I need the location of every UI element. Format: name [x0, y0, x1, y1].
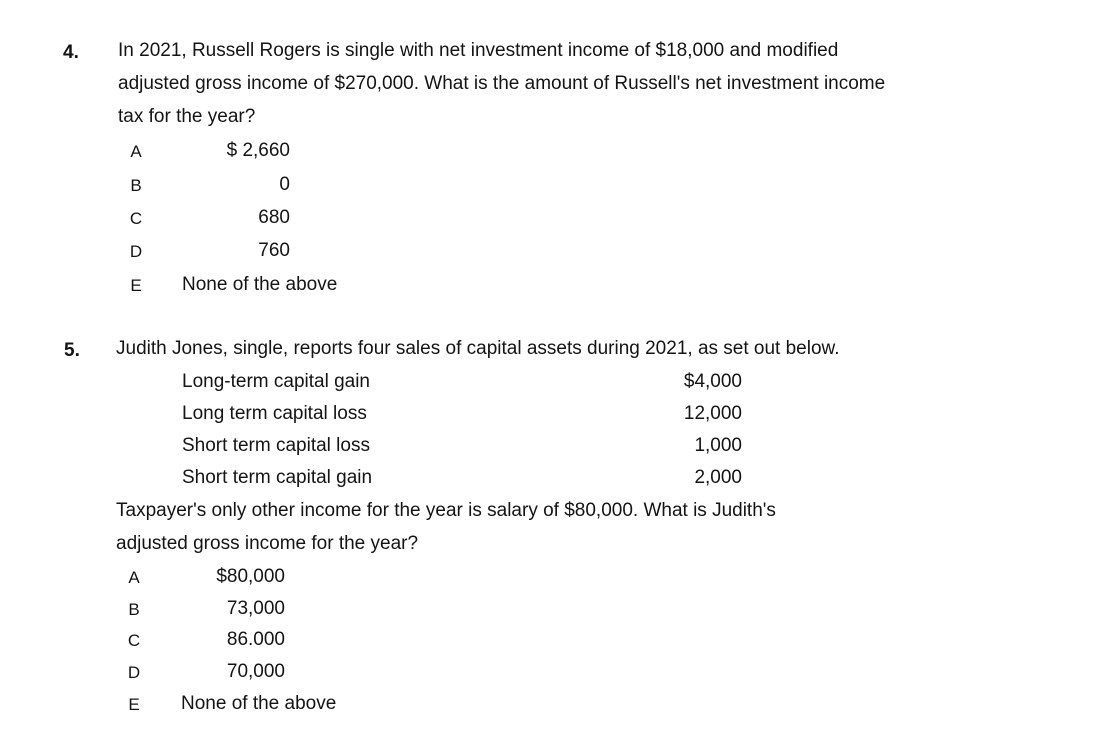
- option-letter: C: [129, 209, 143, 228]
- question-number: 4.: [63, 42, 79, 63]
- question-text-line: adjusted gross income of $270,000. What is the amount of Russell's net investment income: [118, 73, 886, 94]
- option-value: 73,000: [226, 598, 285, 619]
- sale-item-label: Short term capital loss: [182, 435, 370, 456]
- option-value: None of the above: [182, 274, 338, 295]
- option-value: 680: [258, 207, 290, 228]
- sale-item-amount: 2,000: [694, 467, 742, 488]
- option-letter: D: [129, 242, 143, 261]
- question-intro: Judith Jones, single, reports four sales of capital assets during 2021, as set out below.: [116, 338, 840, 359]
- sale-item-amount: $4,000: [683, 371, 742, 392]
- sale-item-amount: 12,000: [683, 403, 742, 424]
- option-value: None of the above: [181, 693, 337, 714]
- option-letter: C: [127, 631, 141, 650]
- option-value: 86.000: [226, 629, 285, 650]
- question-number: 5.: [64, 340, 80, 361]
- sale-item-label: Long term capital loss: [182, 403, 367, 424]
- option-letter: B: [130, 176, 142, 195]
- question-text-line: In 2021, Russell Rogers is single with net investment income of $18,000 and modified: [118, 40, 839, 61]
- option-letter: E: [130, 276, 142, 295]
- option-value: $ 2,660: [226, 140, 290, 161]
- question-text-line: tax for the year?: [118, 106, 256, 127]
- sale-item-label: Short term capital gain: [182, 467, 373, 488]
- option-value: 70,000: [226, 661, 285, 682]
- option-value: 0: [279, 174, 290, 195]
- question-text-line: Taxpayer's only other income for the year is salary of $80,000. What is Judith's: [116, 500, 776, 521]
- question-text-line: adjusted gross income for the year?: [116, 533, 419, 554]
- sale-item-amount: 1,000: [694, 435, 742, 456]
- option-letter: E: [128, 695, 140, 714]
- option-value: 760: [258, 240, 290, 261]
- option-value: $80,000: [216, 566, 285, 587]
- sale-item-label: Long-term capital gain: [182, 371, 370, 392]
- option-letter: D: [127, 663, 141, 682]
- option-letter: A: [130, 142, 142, 161]
- option-letter: A: [128, 568, 140, 587]
- option-letter: B: [128, 600, 140, 619]
